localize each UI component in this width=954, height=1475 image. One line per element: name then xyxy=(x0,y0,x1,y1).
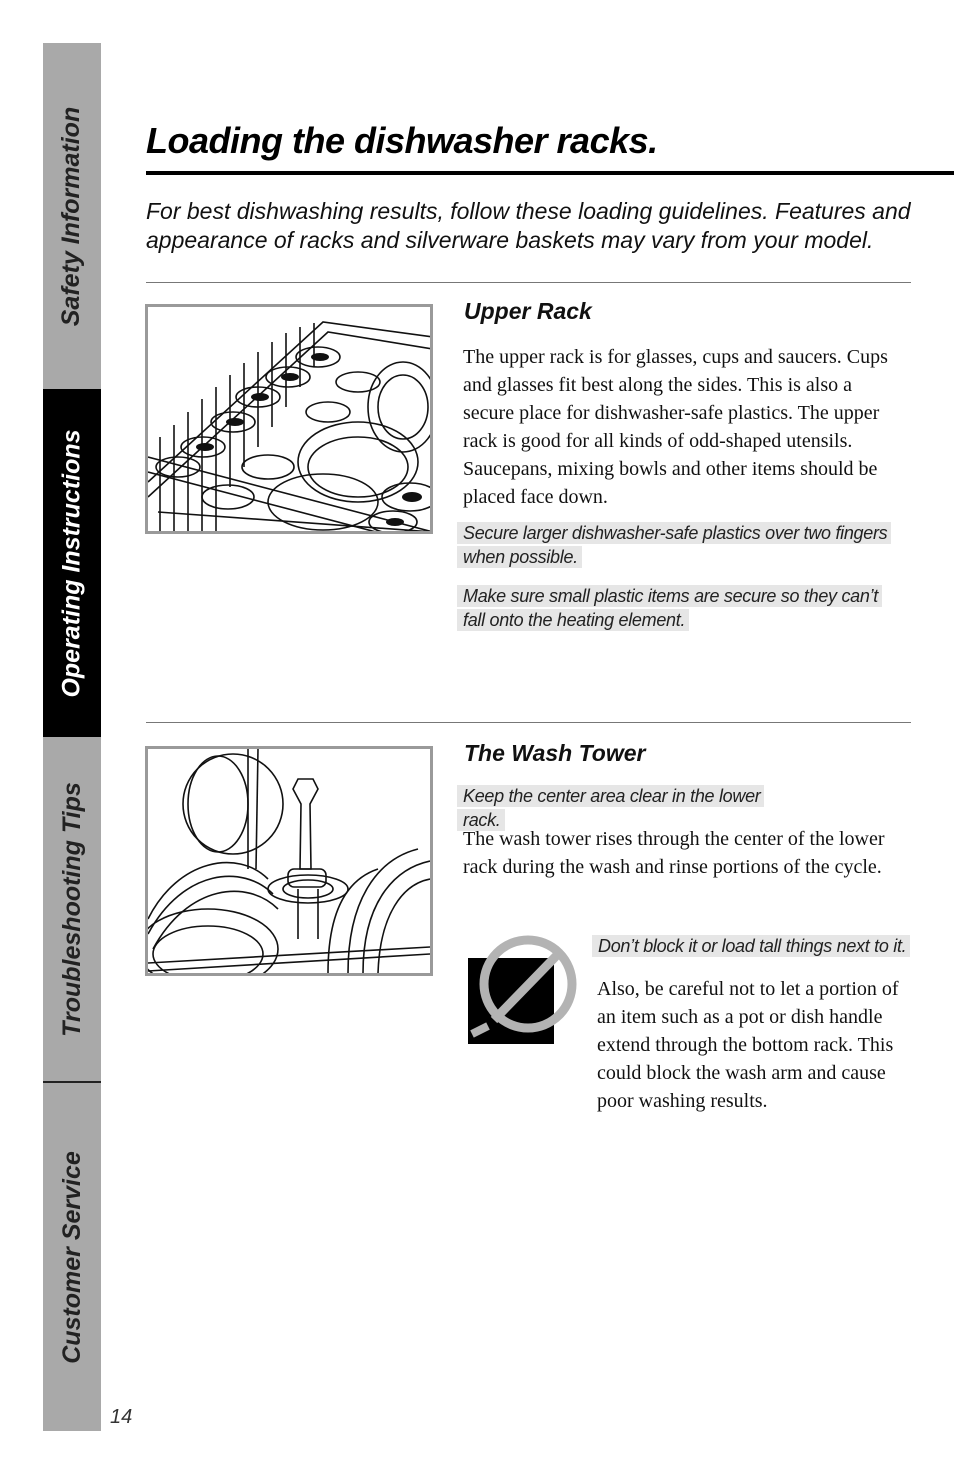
side-tabs xyxy=(43,43,101,1431)
tab-label: Troubleshooting Tips xyxy=(57,781,86,1037)
upper-rack-note-2 xyxy=(457,584,902,632)
section-divider xyxy=(146,282,911,283)
intro-text: For best dishwashing results, follow these loading guidelines. Features and appearance of racks and silverware baskets may vary from your model. xyxy=(146,198,911,253)
upper-rack-drawing xyxy=(148,307,430,531)
wash-tower-illustration xyxy=(145,746,433,976)
note-text: Secure larger dishwasher-safe plastics over two fingers when possible. xyxy=(457,522,891,568)
wash-tower-body: The wash tower rises through the center of the lower rack during the wash and rinse portions of the cycle. xyxy=(463,828,885,878)
page-title: Loading the dishwasher racks. xyxy=(146,120,658,161)
tab-customer-service[interactable] xyxy=(43,1083,101,1431)
section-divider xyxy=(146,722,911,723)
tab-label: Operating Instructions xyxy=(57,428,86,698)
note-text: Keep the center area clear in the lower rack. xyxy=(457,785,764,831)
upper-rack-illustration xyxy=(145,304,433,534)
note-text: Don’t block it or load tall things next to it. xyxy=(592,935,910,957)
tab-label: Customer Service xyxy=(57,1150,86,1364)
tab-label: Safety Information xyxy=(57,106,86,326)
wash-tower-heading: The Wash Tower xyxy=(464,740,646,766)
page-number: 14 xyxy=(110,1406,133,1428)
tab-troubleshooting-tips[interactable] xyxy=(43,737,101,1081)
note-text: Make sure small plastic items are secure so they can’t fall onto the heating element. xyxy=(457,585,882,631)
tab-safety-information[interactable] xyxy=(43,43,101,389)
upper-rack-note-1 xyxy=(457,521,897,569)
upper-rack-heading: Upper Rack xyxy=(464,298,592,324)
upper-rack-body: The upper rack is for glasses, cups and saucers. Cups and glasses fit best along the sides. This is also a secure place for dishwasher-safe plastics. The upper rack is good for all kinds of odd-shaped utensils. Saucepans, mixing bowls and other items should be placed face down. xyxy=(463,346,888,508)
prohibition-icon xyxy=(466,930,578,1046)
wash-tower-warning-body: Also, be careful not to let a portion of an item such as a pot or dish handle extend through the bottom rack. This could block the wash arm and cause poor washing results. xyxy=(597,978,899,1112)
tab-operating-instructions[interactable] xyxy=(43,389,101,737)
title-rule xyxy=(146,171,954,175)
wash-tower-drawing xyxy=(148,749,430,973)
wash-tower-warning-note xyxy=(592,934,912,958)
